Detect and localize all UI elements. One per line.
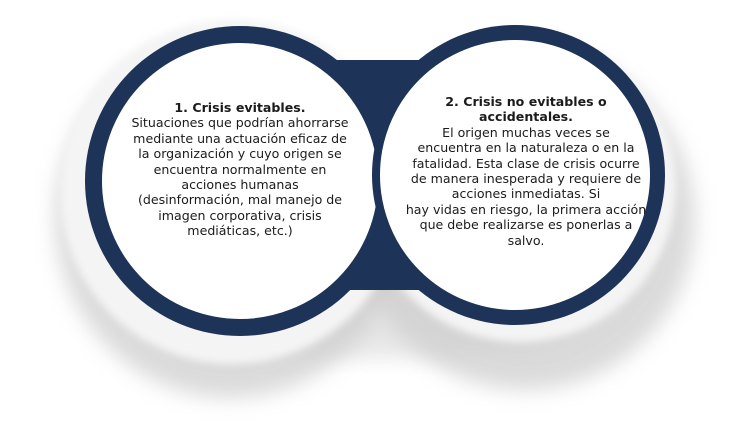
unavoidable-crisis-description: El origen muchas veces se encuentra en la naturaleza o en la fatalidad. Esta clase de crisis ocurre de manera inesperada y requiere de acciones inmediatas. Si hay vidas en riesgo, la primera acción que debe realizarse es ponerlas a salvo.	[405, 124, 647, 248]
right-circle-text	[395, 94, 657, 248]
unavoidable-crisis-title: 2. Crisis no evitables o accidentales.	[445, 94, 607, 125]
avoidable-crisis-title: 1. Crisis evitables.	[174, 100, 306, 115]
avoidable-crisis-description: Situaciones que podrían ahorrarse mediante una actuación eficaz de la organización y cuyo origen se encuentra normalmente en acciones humanas (desinformación, mal manejo de imagen corporativa, crisis mediáticas, etc.)	[131, 115, 349, 239]
left-circle-text	[126, 100, 354, 239]
